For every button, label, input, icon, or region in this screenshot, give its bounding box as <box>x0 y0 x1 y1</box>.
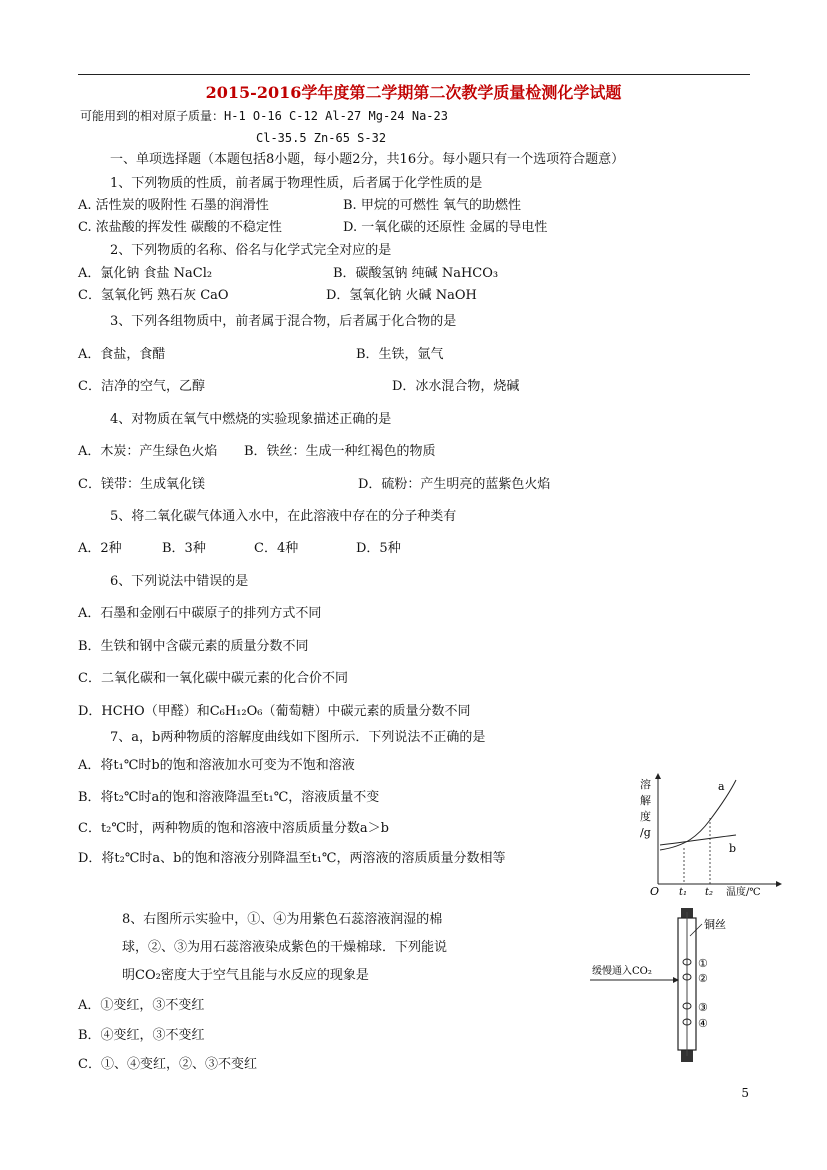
question-3-option-b: B．生铁，氩气 <box>356 347 444 362</box>
question-8-stem-line2: 球，②、③为用石蕊溶液染成紫色的干燥棉球．下列能说 <box>122 940 448 955</box>
question-2-option-d: D．氢氧化钠 火碱 NaOH <box>326 288 477 303</box>
question-1-option-d: D. 一氧化碳的还原性 金属的导电性 <box>343 220 548 235</box>
question-2-option-b: B．碳酸氢钠 纯碱 NaHCO₃ <box>333 266 499 281</box>
question-4-option-a: A．木炭：产生绿色火焰 <box>78 444 218 459</box>
y-label-1: 溶 <box>640 778 651 791</box>
question-4-stem: 4、对物质在氧气中燃烧的实验现象描述正确的是 <box>110 412 392 427</box>
copper-wire-label: 铜丝 <box>704 918 726 931</box>
t1-label: t₁ <box>679 887 688 898</box>
question-6-option-c: C．二氧化碳和一氧化碳中碳元素的化合价不同 <box>78 671 348 686</box>
question-1-option-a: A. 活性炭的吸附性 石墨的润滑性 <box>78 198 269 213</box>
question-2-stem: 2、下列物质的名称、俗名与化学式完全对应的是 <box>110 243 392 258</box>
page-number: 5 <box>741 1086 749 1100</box>
t2-label: t₂ <box>705 887 714 898</box>
question-8-stem-line3: 明CO₂密度大于空气且能与水反应的现象是 <box>122 968 369 983</box>
question-1-option-c: C. 浓盐酸的挥发性 碳酸的不稳定性 <box>78 220 282 235</box>
curve-a <box>660 780 736 850</box>
question-6-option-a: A．石墨和金刚石中碳原子的排列方式不同 <box>78 606 322 621</box>
question-7-stem: 7、a，b两种物质的溶解度曲线如下图所示．下列说法不正确的是 <box>110 730 486 745</box>
section-heading: 一、单项选择题（本题包括8小题，每小题2分，共16分。每小题只有一个选项符合题意） <box>110 152 625 167</box>
question-5-option-a: A．2种 <box>78 541 122 556</box>
question-7-option-a: A．将t₁℃时b的饱和溶液加水可变为不饱和溶液 <box>78 758 355 773</box>
question-3-option-c: C．洁净的空气，乙醇 <box>78 379 205 394</box>
question-6-option-b: B．生铁和钢中含碳元素的质量分数不同 <box>78 639 309 654</box>
curve-a-label: a <box>718 780 725 793</box>
ball-label-1: ① <box>698 957 708 970</box>
question-2-option-c: C．氢氧化钙 熟石灰 CaO <box>78 288 229 303</box>
question-8-option-c: C．①、④变红，②、③不变红 <box>78 1057 257 1072</box>
question-4-option-c: C．镁带：生成氧化镁 <box>78 477 205 492</box>
atomic-masses-line2: Cl-35.5 Zn-65 S-32 <box>256 131 387 145</box>
co2-inlet-label: 缓慢通入CO₂ <box>592 966 652 977</box>
question-7-option-d: D．将t₂℃时a、b的饱和溶液分别降温至t₁℃，两溶液的溶质质量分数相等 <box>78 851 506 866</box>
ball-label-4: ④ <box>698 1017 708 1030</box>
y-label-3: 度 <box>640 810 651 823</box>
question-8-option-a: A．①变红，③不变红 <box>78 998 205 1013</box>
question-3-option-a: A．食盐，食醋 <box>78 347 166 362</box>
header-rule <box>78 74 750 75</box>
question-5-option-d: D．5种 <box>356 541 401 556</box>
atomic-masses-line1: 可能用到的相对原子质量：H-1 O-16 C-12 Al-27 Mg-24 Na-23 <box>80 109 448 123</box>
y-label-4: /g <box>640 826 651 839</box>
co2-tube-apparatus <box>588 906 738 1068</box>
question-2-option-a: A．氯化钠 食盐 NaCl₂ <box>78 266 213 281</box>
question-4-option-b: B．铁丝：生成一种红褐色的物质 <box>244 444 436 459</box>
y-label-2: 解 <box>640 794 651 807</box>
question-6-stem: 6、下列说法中错误的是 <box>110 574 249 589</box>
solubility-curve-figure <box>636 768 786 902</box>
question-3-option-d: D．冰水混合物，烧碱 <box>392 379 520 394</box>
question-8-option-b: B．④变红，③不变红 <box>78 1028 205 1043</box>
question-1-option-b: B. 甲烷的可燃性 氧气的助燃性 <box>343 198 521 213</box>
question-8-stem-line1: 8、右图所示实验中，①、④为用紫色石蕊溶液润湿的棉 <box>122 912 443 927</box>
question-5-option-b: B．3种 <box>162 541 206 556</box>
ball-label-2: ② <box>698 972 708 985</box>
page-title: 2015-2016学年度第二学期第二次教学质量检测化学试题 <box>205 83 622 102</box>
question-1-stem: 1、下列物质的性质，前者属于物理性质，后者属于化学性质的是 <box>110 176 483 191</box>
origin-label: O <box>650 885 660 898</box>
question-3-stem: 3、下列各组物质中，前者属于混合物，后者属于化合物的是 <box>110 314 457 329</box>
question-5-stem: 5、将二氧化碳气体通入水中，在此溶液中存在的分子种类有 <box>110 509 457 524</box>
x-axis-label: 温度/℃ <box>726 887 761 898</box>
curve-b-label: b <box>729 842 737 855</box>
ball-label-3: ③ <box>698 1001 708 1014</box>
question-7-option-b: B．将t₂℃时a的饱和溶液降温至t₁℃，溶液质量不变 <box>78 790 380 805</box>
question-6-option-d: D．HCHO（甲醛）和C₆H₁₂O₆（葡萄糖）中碳元素的质量分数不同 <box>78 704 471 719</box>
question-7-option-c: C．t₂℃时，两种物质的饱和溶液中溶质质量分数a＞b <box>78 821 389 836</box>
question-5-option-c: C．4种 <box>254 541 299 556</box>
question-4-option-d: D．硫粉：产生明亮的蓝紫色火焰 <box>358 477 551 492</box>
curve-b <box>660 835 736 845</box>
